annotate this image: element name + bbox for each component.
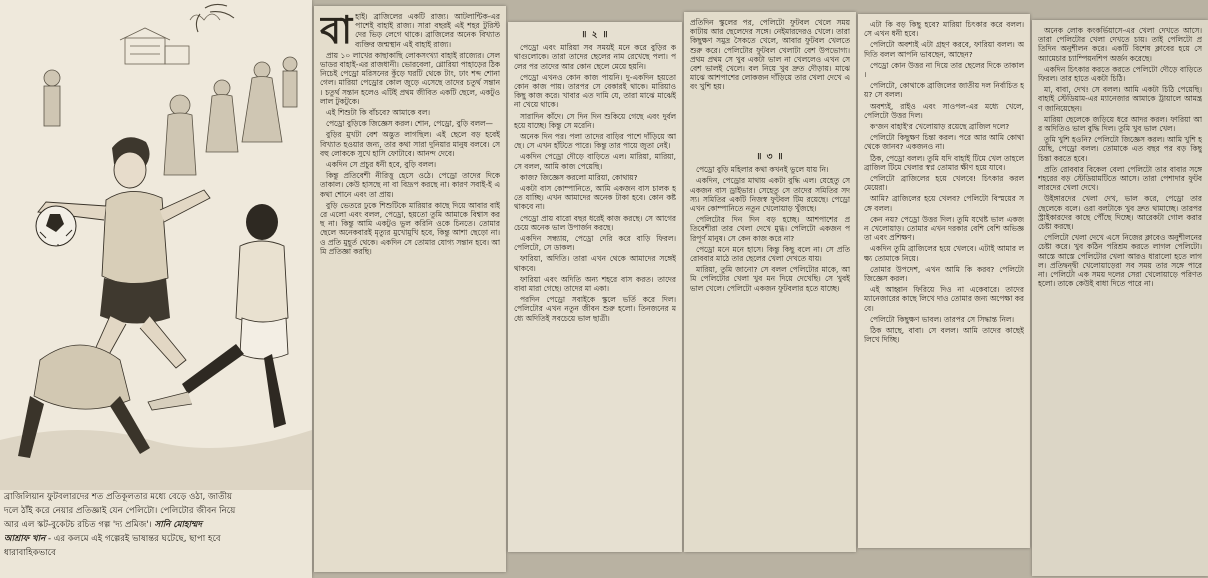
column-1-text (320, 12, 500, 566)
col2-paragraph: সারাদিন কাঁদে। সে দিন দিন শুকিয়ে গেছে এবং দুর্বল হয়ে যাচ্ছে। কিন্তু সে মরেনি। (514, 111, 676, 130)
col4-paragraph: ঠিক আছে, বাবা। সে বলল। আমি তাদের কাছেই লিখে দিচ্ছি। (864, 326, 1024, 345)
col2-paragraph: ফারিয়া এবং অদিতি অন্য শহরে বাস করত। তাদের বাবা মারা গেছে। তাদের মা একা। (514, 274, 676, 294)
col3-paragraph: মারিয়া, তুমি জানো? সে বলল পেলিটোর মাকে, আমি পেলিটোর খেলা খুব মন দিয়ে দেখেছি। সে খুবই ভাল খেলে। পেলিটো একজন ফুটবলার হতে যাচ্ছে। (690, 265, 850, 293)
col2-paragraph: একদিন সন্ধ্যায়, পেড্রো দেরি করে বাড়ি ফিরল। পেলিটো, সে ডাকল। (514, 234, 676, 253)
col3-paragraph: পেলিটোর দিন দিন বড় হচ্ছে। আশপাশের প্রতিবেশীরা তার খেলা দেখে মুগ্ধ। পেলিটো একজন পরিপূর্ণ মানুষ। সে কেন কাজ করে না? (690, 215, 850, 243)
column-4-text (864, 20, 1024, 542)
col3-framed-paragraph: প্রতিদিন স্কুলের পর, পেলিটো ফুটবল খেলে সময় কাটায় আর ছেলেদের সঙ্গে। নেইমারদেরও খেলে। তারা কিছুক্ষণ সমুদ্র সৈকতে খেলে, আবার ফুটবল খেলতে শুরু করে। পেলিটোর ফুটবল খেলাটা বেশ উপভোগ্য। প্রথম প্রথম সে খুব একটা ভাল না খেললেও এখন সে বেশ ভালই খেলে। বল নিয়ে খুব দ্রুত দৌড়ায়। মাঝে মাঝে আশপাশের লোকজন দাঁড়িয়ে তার খেলা দেখে এবং খুশি হয়। (690, 18, 850, 92)
col5-paragraph: অনেক লোক কংকর্ভিয়াসে-এর খেলা দেখতে আসে। তারা পেলিটোর খেলা দেখতে চায়। তাই পেলিটো প্রতিদিন অনুশীলন করে। একটি বিশেষ ক্লাবের হয়ে সে অ্যামেচার চ্যাম্পিয়নশিপ অর্জন করেছে। (1038, 26, 1202, 63)
col2-paragraph: পেড্রো এখনও কোন কাজ পায়নি। দু-একদিন হয়তো কোন কাজ পায়। তারপর সে বেকারই থাকে। মারিয়াও কিছু কাজ করে। খাবার এত দামি যে, তারা মাঝে মাঝেই না খেয়ে থাকে। (514, 72, 676, 110)
caption-line-1: ব্রাজিলিয়ান ফুটবলারদের শত প্রতিকূলতার মধ্যে বেড়ে ওঠা, জাতীয় (4, 492, 233, 502)
col5-paragraph: পেলিটো খেলা দেখে এসে নিজের ক্লাবেও অনুশীলনের চেষ্টা করে। খুব কঠিন পরিশ্রম করতে লাগল পেলিটো। আস্তে আস্তে পেলিটোর খেলা আরও ধারালো হতে লাগল। প্রতিদ্বন্দ্বী খেলোয়াড়েরা সব সময় তার সঙ্গে পারে না। পেলিটো এক সময় দলের সেরা খেলোয়াড়ে পরিণত হলো। তাকে কেউই বাধা দিতে পারে না। (1038, 233, 1202, 289)
col4-paragraph: এই আহ্বান ফিরিয়ে দিও না একেবারে। তাদের ম্যানেজারের কাছে লিখে দাও তোমার জন্য অপেক্ষা করবে। (864, 285, 1024, 313)
col2-paragraph: পেড্রো এবং মারিয়া সব সময়ই মনে করে বুড়ির কথাগুলোকে। তারা তাদের ছেলের নাম রেখেছে পলা। পলের পর তাদের আর কোন ছেলে মেয়ে হয়নি। (514, 43, 676, 71)
col2-paragraph: কাজ? জিজ্ঞেস করলো মারিয়া, কোথায়? (520, 172, 638, 182)
col4-paragraph: ক'জন বাহাই'র খেলোয়াড় রয়েছে ব্রাজিল দলে? (870, 122, 1010, 132)
col1-paragraph: একদিন সে প্রচুর ধনী হবে, বুড়ি বলল। (326, 160, 437, 170)
column-2-text (514, 28, 676, 546)
col4-paragraph: একদিন তুমি ব্রাজিলের হয়ে খেলবে। এটাই আমার লক্ষ্য তোমাকে নিয়ে। (864, 244, 1024, 263)
story-column-1 (314, 6, 506, 572)
column-5-text (1038, 26, 1202, 570)
illustration-caption (4, 490, 308, 574)
story-column-4 (858, 14, 1030, 548)
column-3-lower-text (690, 150, 850, 546)
caption-author-1: সানি মোহাম্মদ (154, 520, 202, 530)
drop-cap-letter: বা (320, 12, 353, 52)
section-heading-3: ॥ ৩ ॥ (756, 152, 784, 162)
col4-paragraph: পেড্রো কোন উত্তর না দিয়ে তার ছেলের দিকে তাকাল। (864, 60, 1024, 80)
col4-paragraph: পেলিটো ব্রাজিলের হয়ে খেলবে! চিৎকার করল মেয়েরা। (864, 174, 1024, 193)
caption-line-2: দলে ঠাঁই করে নেয়ার প্রতিজ্ঞাই যেন পেলিটো। পেলিটোর জীবন নিয়ে (4, 506, 236, 516)
column-3-text (690, 18, 850, 146)
caption-tail: - এর কলমে এই গল্পেরই ভাষান্তর ঘটেছে, ছাপা হবে (48, 534, 221, 544)
section-heading-2: ॥ ২ ॥ (581, 30, 609, 40)
col2-paragraph: অনেক দিন পর। পলা তাদের বাড়ির পাশে দাঁড়িয়ে আছে। সে এখন হাঁটতে পারে। কিন্তু তার পায়ে জুতা নেই। (514, 132, 676, 151)
col4-paragraph: পেলিটো কিছুক্ষণ ভাবল। তারপর সে সিদ্ধান্ত নিল। (870, 314, 1015, 324)
col1-paragraph: এই শিশুটা কি বাঁচবে? আমাকে বল। (326, 108, 431, 118)
col1-paragraph: পেড্রো বুড়িকে জিজ্ঞেস করল। শোন, পেড্রো, বুড়ি বলল— (326, 119, 493, 129)
col2-paragraph: একদিন পেড্রো দৌড়ে বাড়িতে এল। মারিয়া, মারিয়া, সে বলল, আমি কাজ পেয়েছি। (514, 152, 676, 171)
col4-paragraph: তোমার উপদেশ, এখন আমি কি করব? পেলিটো জিজ্ঞেস করল। (864, 264, 1024, 284)
col4-paragraph: পেলিটো, কোথাকে ব্রাজিলের জাতীয় দল নির্বাচিত হয়? সে বলল। (864, 81, 1024, 100)
col3-paragraph: পেড্রো বুড়ি মহিলার কথা কখনই ভুলে যায় নি। (696, 165, 829, 175)
story-column-5 (1032, 20, 1208, 576)
col1-paragraph: কিন্তু প্রতিবেশী নীরিত্তু হেসে ওঠে। পেড্রো তাদের দিকে তাকাল। কেউ হাসছে না বা বিদ্রূপ করছে না। কারণ সবাই-ই এ কথা শোনে এবং তা প্রায়। (320, 171, 500, 199)
col4-paragraph: ঠিক, পেড্রো বলল। তুমি যদি বাহাই টিমে খেল তাহলে ব্রাজিল টিমে খেলার স্বপ্ন তোমার ক্ষীণ হয়ে যাবে। (864, 153, 1024, 172)
story-column-2 (508, 22, 682, 552)
col3-paragraph: একদিন, পেড্রোর মাথায় একটা বুদ্ধি এল। যেহেতু সে একজন বাস ড্রাইভার। সেহেতু সে তাদের সমিতির সদস্য। সমিতির একটি নিজস্ব ফুটবল টিম রয়েছে। পেড্রো এখন কোম্পানিতে নতুন খেলোয়াড় খুঁজছে। (690, 176, 850, 214)
football-ball (36, 206, 76, 246)
col5-paragraph: মারিয়া ছেলেকে জড়িয়ে ধরে আদর করল। ফারিয়া আর অদিতিও ভাল বুদ্ধি দিল। তুমি খুব ভাল খেল। (1038, 114, 1202, 134)
col5-paragraph: তুমি খুশি হওনি? পেলিটো জিজ্ঞেস করল। আমি খুশি হয়েছি, পেড্রো বলল। তোমাকে এত বছর পর বড় কিছু চিন্তা করতে হবে। (1038, 135, 1202, 163)
caption-line-3: আর এল স্কট-বুকেটচ রচিত গল্প 'দ্য প্রমিজ'। (4, 520, 152, 530)
col3-paragraph: পেড্রো মনে মনে হাসে। কিন্তু কিছু বলে না। সে প্রতি রোববার মাঠে তার ছেলের খেলা দেখতে যায়। (690, 244, 850, 264)
col5-paragraph: মা, বাবা, দেখ! সে বলল। আমি একটা চিঠি পেয়েছি। বাহাই স্টেডিয়াম-এর ম্যানেজার আমাকে ট্রায়ালে আমন্ত্রণ জানিয়েছেন। (1038, 85, 1202, 113)
col1-paragraph: হাই। ব্রাজিলের একটি রাজ্য। আটলান্টিক-এর পাশেই বাহাই রাজ্য। সারা বছরই এই শহর টুরিস্টদের ভিড় লেগে থাকে। ব্রাজিলের অনেক বিখ্যাত ব্যক্তির জন্মস্থান এই বাহাই রাজ্য। (355, 12, 500, 49)
col2-paragraph: পেড্রো প্রায় বারো বছর ধরেই কাজ করছে। সে আগের চেয়ে অনেক ভাল উপার্জন করছে। (514, 213, 676, 232)
col5-paragraph: উইঙ্গারদের খেলা দেখ, ভাল করে, পেড্রো তার ছেলেকে বলে। ওরা বলটাকে খুব দ্রুত থামাচ্ছে। তারপর স্ট্রাইকারদের কাছে পৌঁছে দিচ্ছে। আরেকটা গোল করার চেষ্টা করছে। (1038, 194, 1202, 232)
caption-author-2: আশ্রাফ খান (4, 534, 46, 544)
col2-paragraph: পরদিন পেড্রো সবাইকে স্কুলে ভর্তি করে দিল। পেলিটোর এখন নতুন জীবন শুরু হলো। তিনজনের মধ্যে অদিতিই সবচেয়ে ভাল ছাত্রী। (514, 295, 676, 323)
illustration-clipping (0, 0, 312, 578)
col5-paragraph: প্রতি রোববার বিকেল বেলা পেলিটো তার বাবার সঙ্গে শহরের বড় স্টেডিয়ামটিতে আসে। তারা পেশাদার ফুটবলারদের খেলা দেখে। (1038, 164, 1202, 193)
col1-paragraph: বুড়ি ভেতরে ঢুকে শিশুটিকে মারিয়ার কাছে দিয়ে আবার বাইরে এলো এবং বলল, পেড্রো, হয়তো তুমি আমাকে বিশ্বাস করছ না। কিন্তু আমি একটুও ভুল করিনি ওকে চিনতে। তোমার ছেলে অনেকবারই মৃত্যুর মুখোমুখি হবে, কিন্তু আশা ছেড়ো না। ও প্রতি মুহূর্ত থেকে। একদিন সে তোমার যোগ্য সন্তান হবে। আমি প্রতিজ্ঞা করছি। (320, 200, 500, 256)
col1-paragraph: বুড়ির মুখটা বেশ অদ্ভুত লাগছিল। এই ছেলে বড় হবেই বিখ্যাত হওয়ার জন্য, তার কথা সারা দুনিয়ার মানুষ বলবে। সে বহু লোককে সুখে হাসি ফোটাবে। আনন্দ দেবে। (320, 130, 500, 158)
col4-paragraph: এটা কি বড় কিছু হবে? মারিয়া চিৎকার করে বলল। সে এখন ধনী হবে। (864, 20, 1024, 39)
col1-paragraph: প্রায় ১০ লাখের কাছাকাছি লোকসংখ্যা বাহাই রাজ্যের। সেলভাডর বাহাই-এর রাজধানী। ভোরবেলা, গ্লোরিয়া পাহাড়ের ঠিক নিচেই পেড্রো মরিসনের কুঁড়ে ঘরটি থেকে টাং, ঢাং শব্দ শোনা গেল। মারিয়া পেড্রোর কোল জুড়ে এসেছে তাদের চতুর্থ সন্তান। চতুর্থ সন্তান হলেও এটিই প্রথম জীবিত একটি ছেলে, একটুও লাল টুকটুকে। (320, 50, 500, 106)
col4-paragraph: কেন নয়? পেড্রো উত্তর দিল। তুমি যথেষ্ট ভাল একজন খেলোয়াড়। তোমার এখন দরকার বেশি বেশি অভিজ্ঞতা এবং প্রশিক্ষণ। (864, 214, 1024, 243)
col5-paragraph: একদিন চিৎকার করতে করতে পেলিটো দৌড়ে বাড়িতে ফিরল। তার হাতে একটা চিঠি। (1038, 64, 1202, 84)
caption-serial: ধারাবাহিকভাবে (4, 548, 56, 558)
col2-paragraph: একটা বাস কোম্পানিতে, আমি একজন বাস চালক হতে যাচ্ছি। এখন আমাদের অনেক টাকা হবে। কোন কষ্ট থাকবে না। (514, 184, 676, 212)
col4-paragraph: পেলিটো কিছুক্ষণ চিন্তা করল। পরে আর আমি কোথা থেকে জানব? একজনও না। (864, 133, 1024, 152)
col4-paragraph: আমি? ব্রাজিলের হয়ে খেলব? পেলিটো বিস্ময়ের সঙ্গে বলল। (864, 194, 1024, 213)
story-column-3 (684, 12, 856, 552)
col4-paragraph: পেলিটো অবশ্যই এটা গ্রহণ করবে, ফারিয়া বলল। অদিতি বলল আপনি ভাবছেন, আছেন? (864, 40, 1024, 59)
col4-paragraph: অবশ্যই, রাইও এবং সাওপল-এর মধ্যে খেলে, পেলিটো উত্তর দিল। (864, 101, 1024, 120)
col2-paragraph: ফারিয়া, অদিতি। তারা এখন থেকে আমাদের সঙ্গেই থাকবে। (514, 254, 676, 273)
football-illustration (0, 0, 312, 490)
